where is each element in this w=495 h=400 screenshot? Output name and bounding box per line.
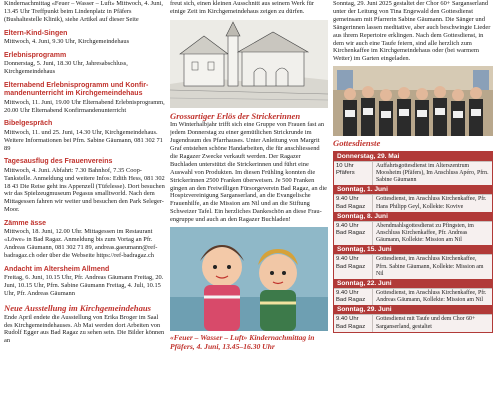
service-description: Gottesdienst, im Anschluss Kirchenkaffee, Pfr. Andreas Gäumann, Kollekte: Mission am Nil [376, 289, 487, 304]
service-description: Gottesdienst, im Anschluss Kirchenkaffee, Pfrn. Sabine Gäumann, Kollekte: Mission am Nil [376, 256, 484, 277]
service-date: Sonntag, 1. Juni [334, 185, 492, 194]
right-column [333, 0, 493, 400]
service-day [334, 185, 492, 211]
article-body-strickerinnen: Im Winterhalbjahr trifft sich eine Gruppe von Frauen fast an jedem Donnerstag zu einer gemütlichen Strickrunde im Jugendraum des Pfarrhauses. Unter Anleitung von Margrit Graf entstehen schöne Handarbeiten, die für anschliessend die Ragazer Zwecke verkauft werden. Der Ragazer Buchladen unterstützt die Strickerinnen und führt eine Auswahl von Produkten. Im diesen Frühling konnten die Strickerinnen 2500 Franken überweisen. Je 500 Franken gingen an den Freiwilligen Fürsorgeverein Bad Ragaz, an die Hospizvereinigung Sarganserland, an die Evangelische Frauenhilfe, an die Mission am Nil und an die Stiftung Schweizer Tafel. Ein herzliches Dankeschön an diese Frauengruppe und auch an den Ragazer Buchladen! [170, 121, 327, 224]
event-body: Mittwoch, 4. Juni. Abfahrt: 7.30 Bahnhof, 7.35 Coop-Tankstelle. Anmeldung und weitere Infos: Edith Hess, 081 302 18 43 Die Reise geht ins Appenzell (Tüfelesse). Dort besuchen wir das Spielzeugmuseum Pegasus smalltworld. Nach dem Mittagessen fahren wir weiter und besuchen den Park Seleger-Moor. [4, 166, 165, 214]
service-event [334, 288, 492, 305]
article-title-ausstellung: Neue Ausstellung im Kirchgemeindehaus [4, 303, 151, 314]
article-title-strickerinnen: Grossartiger Erlös der Strickerinnen [170, 110, 301, 121]
event-erlebnisprogramm [4, 52, 166, 76]
service-event [334, 161, 492, 186]
service-date: Sonntag, 8. Juni [334, 212, 492, 221]
article-body-ausstellung: Ende April endete die Ausstellung von Erika Broger im Saal des Kirchgemeindehauses. Ab Mai werden dort Arbeiten von Rudolf Egger aus Bad Ragaz zu sehen sein. Die Bilder können an [4, 313, 165, 345]
event-zaemme-aesse [4, 220, 166, 260]
event-bibelgespraech [4, 120, 166, 152]
service-event [334, 221, 492, 246]
service-date: Sonntag, 15. Juni [334, 245, 492, 254]
choir-svg [333, 66, 493, 136]
section-title-gottesdienste: Gottesdienste [333, 138, 381, 149]
event-title: Tagesausflug des Frauenvereins [4, 158, 113, 166]
ausstellung-continuation: freut sich, einen kleinen Ausschnitt aus seinem Werk für einige Zeit im Kirchgemeindehaus zeigen zu dürfen. [170, 0, 315, 15]
service-place: Bad Ragaz [336, 203, 366, 210]
service-day [334, 245, 492, 279]
gottesdienste-table [333, 151, 493, 333]
service-time: 9.40 Uhr [336, 289, 359, 296]
service-day [334, 152, 492, 186]
chor-article-continuation: Sonntag, 29. Juni 2025 gestaltet der Chor 60+ Sarganserland unter der Leitung von Tina Engewald den Gottesdienst gemeinsam mit Pfarrerin Sabine Gäumann. Die Sänger und Sängerinnen lassen meditative, aber auch beschwingte Lieder aus ihrem Repertoire erklingen. Nach dem Gottesdienst, in dem wir auch eine Taufe feiern, sind alle herzlich zum Kirchenkaffee im Kirchgemeindehaus oder (bei warmem Wetter) im Garten eingeladen. [333, 0, 491, 63]
service-time: 9.40 Uhr [336, 222, 359, 229]
service-place: Bad Ragaz [336, 297, 366, 304]
event-body: Mittwoch, 11. und 25. Juni, 14.30 Uhr, Kirchgemeindehaus. Weitere Informationen bei Pfrn. Sabine Gäumann, 081 302 71 89 [4, 128, 163, 152]
event-body: Donnerstag, 5. Juni, 18.30 Uhr, Jahresabschluss, Kirchgemeindehaus [4, 60, 128, 76]
service-event [334, 194, 492, 211]
church-sketch-svg [170, 20, 328, 108]
event-body: Mittwoch, 18. Juni, 12.00 Uhr. Mittagessen im Restaurant «Löwe» in Bad Ragaz. Anmeldung bis zum Vortag an Pfr. Andreas Gäumann, 081 302 71 89, andreas.gaeumann@ref-badragaz.ch oder über die Webseite https://ref-badragaz.ch [4, 228, 158, 260]
service-place: Bad Ragaz [336, 229, 366, 236]
knitted-dolls-svg [170, 227, 328, 331]
event-body: Freitag, 6. Juni, 10.15 Uhr, Pfr. Andreas Gäumann Freitag, 20. Juni, 10.15 Uhr, Pfrn. Sabine Gäumann Freitag, 4. Juli, 10.15 Uhr, Pfr. Andreas Gäumann [4, 274, 164, 298]
article-title-kindernachmittag: «Feuer – Wasser – Luft» Kindernachmittag in Pfäfers, 4. Juni, 13.45–16.30 Uhr [170, 333, 315, 351]
service-description: Auffahrtsgottesdienst im Alterszentrum Moosheim (Pfäfers), Im Anschluss Apéro, Pfrn. Sabine Gäumann [376, 162, 489, 184]
event-title: Eltern-Kind-Singen [4, 29, 68, 37]
service-day [334, 279, 492, 305]
service-time: 9.40 Uhr [336, 256, 359, 263]
service-day [334, 212, 492, 246]
service-event [334, 254, 492, 279]
kindernachmittag-intro: Kindernachmittag «Feuer – Wasser – Luft» Mittwoch, 4. Juni, 13.45 Uhr Treffpunkt beim Lindenplatz in Pfäfers (Bushaltestelle Klinik), siehe Artikel auf dieser Seite [4, 0, 163, 23]
left-column [4, 0, 166, 400]
choir-photo [333, 66, 493, 136]
event-tagesausflug [4, 158, 166, 214]
service-description: Gottesdienst mit Taufe und dem Chor 60+ Sarganserland, gestaltet [376, 316, 476, 330]
service-description: Abendmahlsgottesdienst zu Pfingsten, im Anschluss Kirchenkaffee, Pfr. Andreas Gäumann, Kollekte: Mission am Nil [376, 222, 474, 244]
middle-column [170, 0, 328, 400]
service-place: Pfäfers [336, 169, 355, 176]
service-event [334, 314, 492, 331]
service-time: 9.40 Uhr [336, 316, 359, 323]
service-place: Bad Ragaz [336, 323, 366, 330]
service-date: Donnerstag, 29. Mai [334, 152, 492, 161]
event-body: Mittwoch, 4. Juni, 9.30 Uhr, Kirchgemeindehaus [4, 38, 130, 46]
service-place: Bad Ragaz [336, 263, 366, 270]
service-time: 10 Uhr [336, 162, 354, 169]
event-title: Andacht im Altersheim Allmend [4, 266, 110, 274]
service-date: Sonntag, 22. Juni [334, 279, 492, 288]
event-body: Mittwoch, 11. Juni, 19.00 Uhr Elternabend Erlebnisprogramm, 20.00 Uhr Elternabend Konfirmandenunterricht [4, 98, 165, 114]
event-title: Zämme ässe [4, 220, 47, 228]
event-title: Elternabend Erlebnisprogramm und Konfirmandenunterricht im Kirchgemeindehaus [4, 82, 149, 98]
service-description: Gottesdienst, im Anschluss Kirchenkaffee, Pfr. Hans Philipp Geyl, Kollekte: Kovive [376, 196, 487, 210]
church-sketch-illustration [170, 20, 328, 108]
service-time: 9.40 Uhr [336, 196, 359, 203]
event-title: Bibelgespräch [4, 120, 53, 128]
service-day [334, 305, 492, 331]
event-andacht [4, 266, 166, 298]
event-eltern-kind-singen [4, 30, 166, 46]
event-elternabend [4, 82, 166, 114]
event-title: Erlebnisprogramm [4, 51, 67, 59]
service-date: Sonntag, 29. Juni [334, 305, 492, 314]
knitted-dolls-photo [170, 227, 328, 331]
